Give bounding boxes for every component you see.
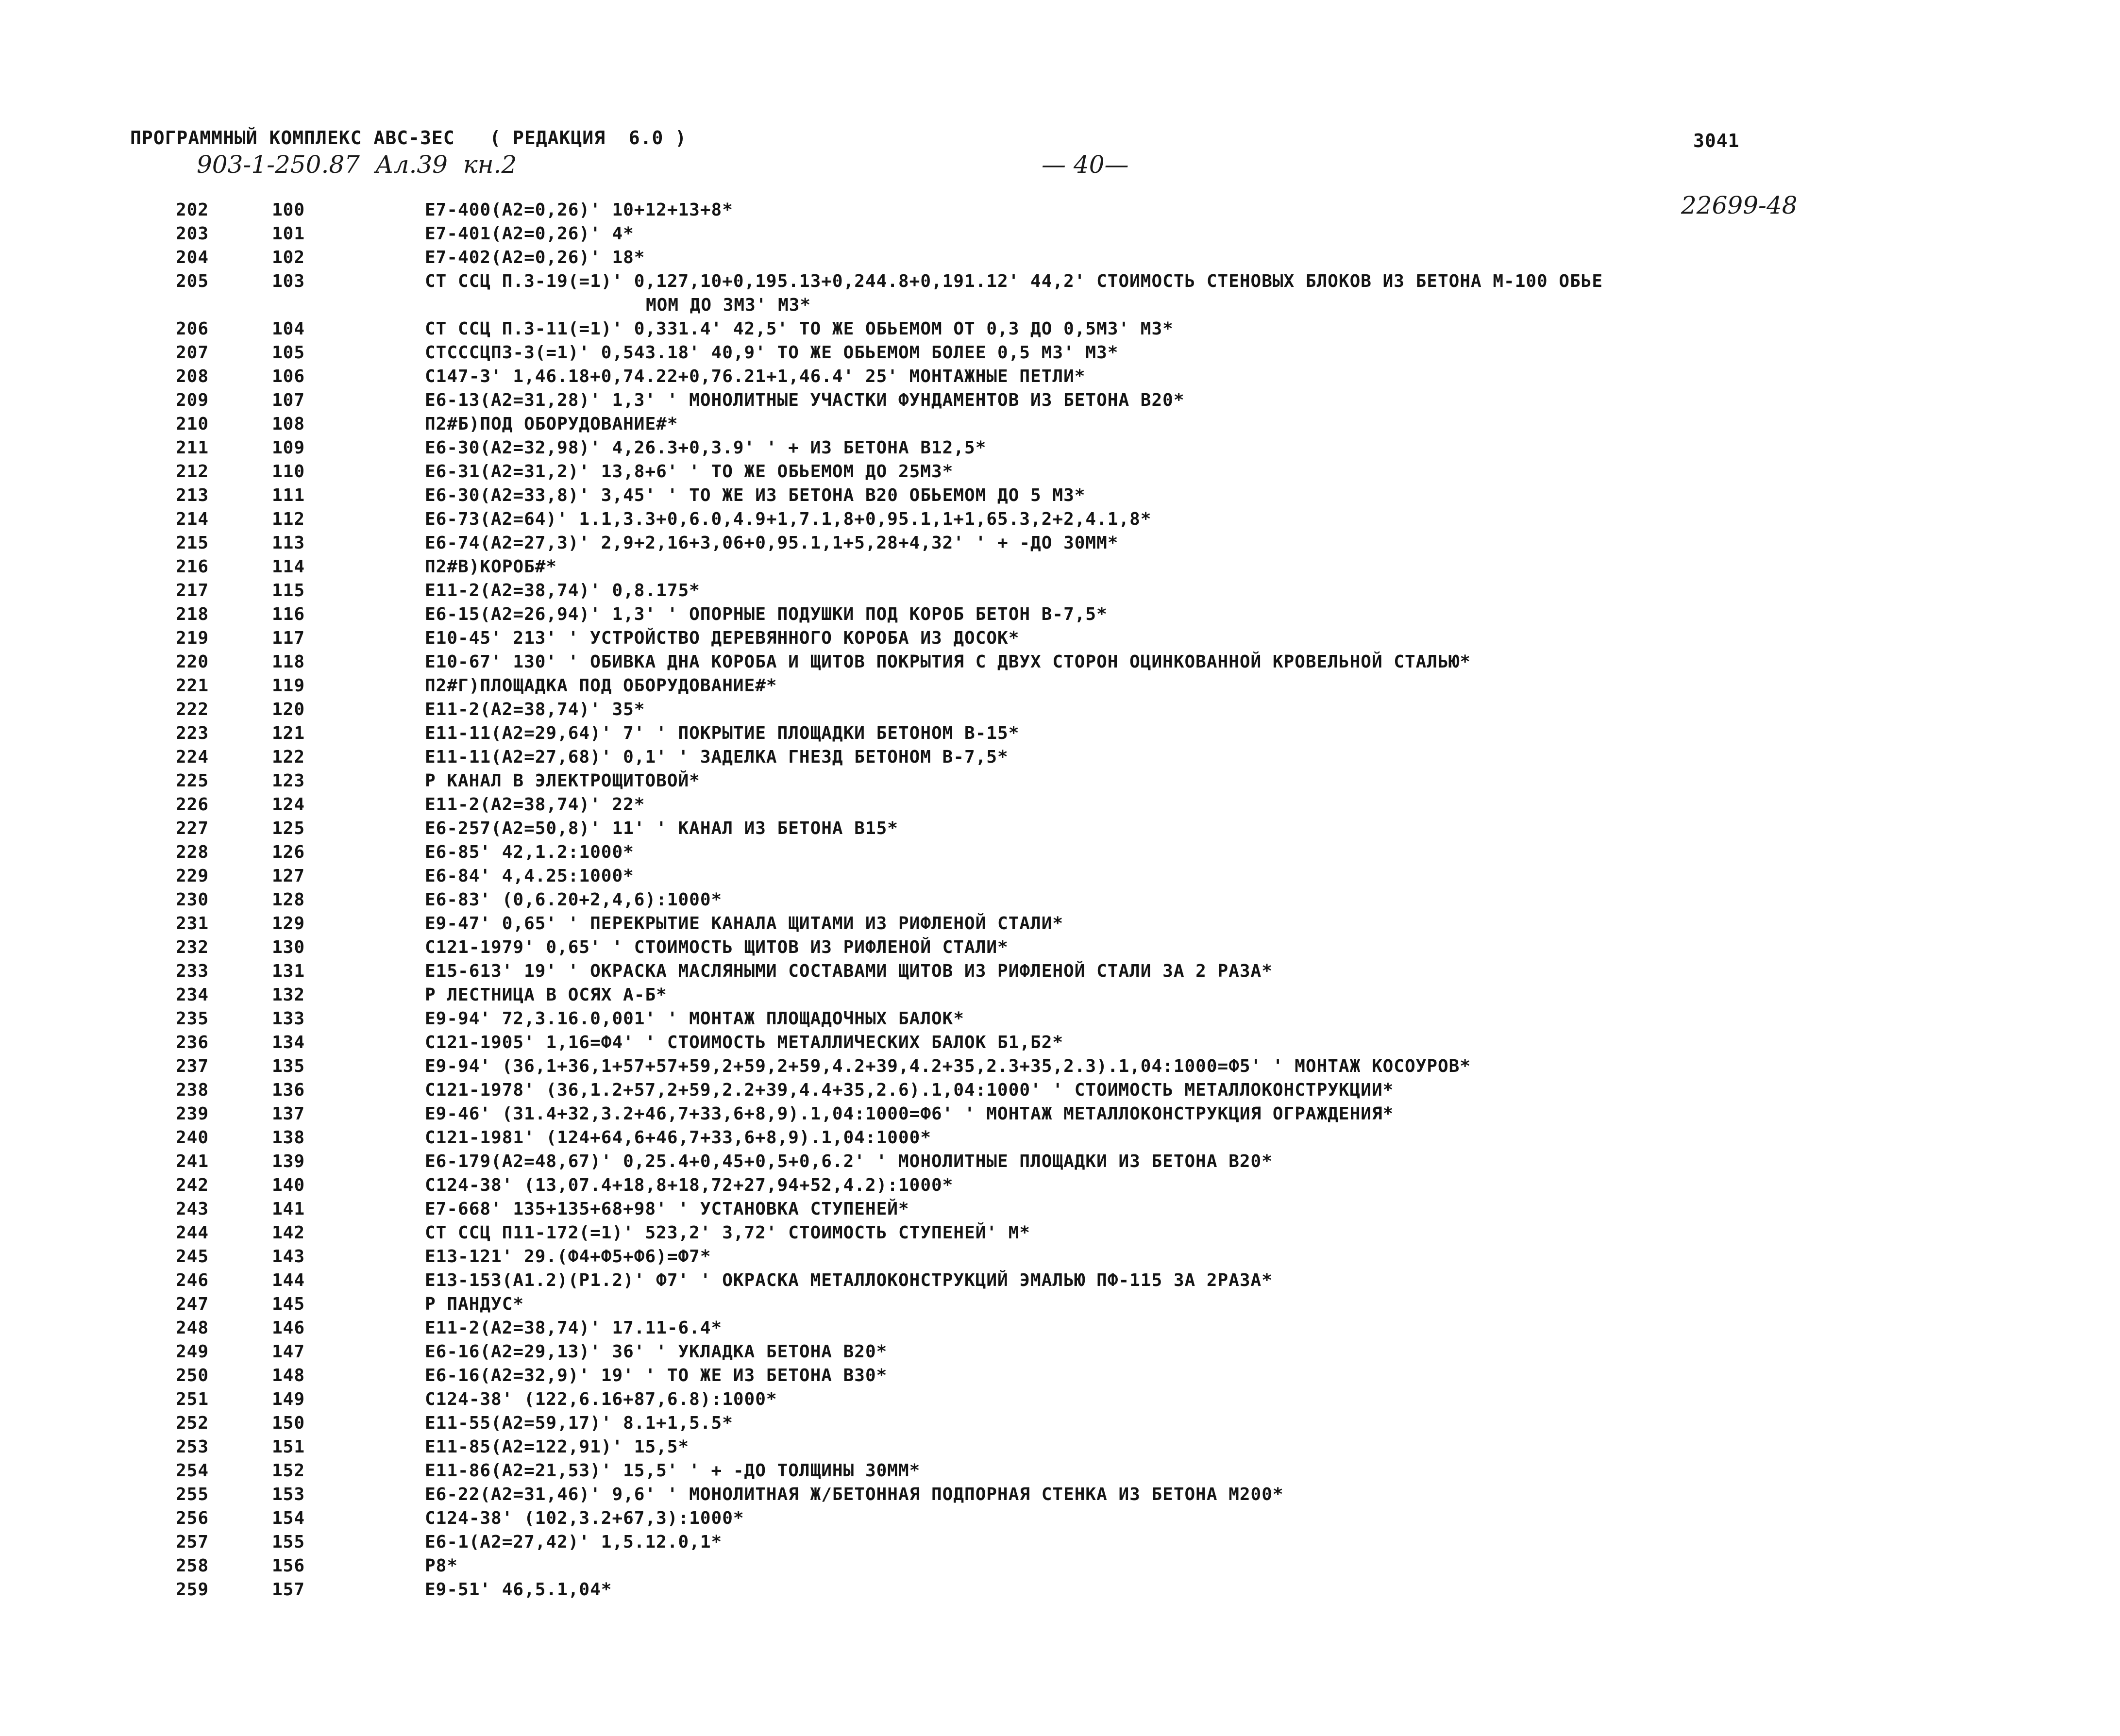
- record-text: Е6-74(А2=27,3)' 2,9+2,16+3,06+0,95.1,1+5,28+4,32' ' + -ДО 30ММ*: [425, 533, 1119, 553]
- record-text: Е6-31(А2=31,2)' 13,8+6' ' ТО ЖЕ ОБЬЕМОМ ДО 25М3*: [425, 462, 954, 482]
- line-number: 226: [176, 795, 209, 815]
- line-number: 249: [176, 1342, 209, 1362]
- record-number: 157: [272, 1580, 305, 1600]
- record-text: Е6-16(А2=32,9)' 19' ' ТО ЖЕ ИЗ БЕТОНА В30*: [425, 1366, 888, 1385]
- record-number: 132: [272, 985, 305, 1005]
- record-number: 128: [272, 890, 305, 910]
- record-text: Е11-11(А2=29,64)' 7' ' ПОКРЫТИЕ ПЛОЩАДКИ БЕТОНОМ В-15*: [425, 723, 1020, 743]
- record-number: 141: [272, 1199, 305, 1219]
- line-number: 253: [176, 1437, 209, 1457]
- record-text: Е7-668' 135+135+68+98' ' УСТАНОВКА СТУПЕНЕЙ*: [425, 1199, 909, 1219]
- line-number: 202: [176, 200, 209, 220]
- record-number: 146: [272, 1318, 305, 1338]
- record-number: 135: [272, 1056, 305, 1076]
- handwritten-reference: 903-1-250.87 Ал.39 кн.2: [197, 150, 517, 179]
- line-number: 208: [176, 367, 209, 386]
- line-number: 228: [176, 842, 209, 862]
- line-number: 252: [176, 1413, 209, 1433]
- record-number: 140: [272, 1175, 305, 1195]
- record-number: 126: [272, 842, 305, 862]
- line-number: 211: [176, 438, 209, 458]
- record-text: С147-3' 1,46.18+0,74.22+0,76.21+1,46.4' 25' МОНТАЖНЫЕ ПЕТЛИ*: [425, 367, 1086, 386]
- page-code: 3041: [1693, 130, 1740, 151]
- record-number: 147: [272, 1342, 305, 1362]
- record-number: 139: [272, 1152, 305, 1171]
- record-text: С121-1979' 0,65' ' СТОИМОСТЬ ЩИТОВ ИЗ РИФЛЕНОЙ СТАЛИ*: [425, 937, 1009, 957]
- record-number: 124: [272, 795, 305, 815]
- record-text: Е6-16(А2=29,13)' 36' ' УКЛАДКА БЕТОНА В20*: [425, 1342, 888, 1362]
- record-number: 153: [272, 1485, 305, 1504]
- record-number: 145: [272, 1294, 305, 1314]
- record-text: Р ПАНДУС*: [425, 1294, 524, 1314]
- line-number: 235: [176, 1009, 209, 1029]
- record-text: Е11-2(А2=38,74)' 0,8.175*: [425, 581, 700, 601]
- record-text: Р8*: [425, 1556, 458, 1576]
- record-number: 105: [272, 343, 305, 363]
- record-text: С124-38' (122,6.16+87,6.8):1000*: [425, 1389, 777, 1409]
- line-number: 218: [176, 604, 209, 624]
- record-number: 136: [272, 1080, 305, 1100]
- record-number: 131: [272, 961, 305, 981]
- record-number: 155: [272, 1532, 305, 1552]
- record-number: 150: [272, 1413, 305, 1433]
- record-text: Е6-84' 4,4.25:1000*: [425, 866, 634, 886]
- line-number: 237: [176, 1056, 209, 1076]
- record-text: Е6-15(А2=26,94)' 1,3' ' ОПОРНЫЕ ПОДУШКИ ПОД КОРОБ БЕТОН В-7,5*: [425, 604, 1108, 624]
- record-text: Е11-2(А2=38,74)' 17.11-6.4*: [425, 1318, 723, 1338]
- line-number: 221: [176, 676, 209, 696]
- line-number: 243: [176, 1199, 209, 1219]
- line-number: 207: [176, 343, 209, 363]
- record-text: Е13-153(А1.2)(Р1.2)' Ф7' ' ОКРАСКА МЕТАЛЛОКОНСТРУКЦИЙ ЭМАЛЬЮ ПФ-115 ЗА 2РАЗА*: [425, 1270, 1273, 1290]
- line-number: 212: [176, 462, 209, 482]
- line-number: 206: [176, 319, 209, 339]
- document-number: 22699-48: [1681, 191, 1798, 219]
- page-number: — 40—: [1042, 150, 1129, 179]
- line-number: 246: [176, 1270, 209, 1290]
- record-number: 134: [272, 1033, 305, 1052]
- record-text: Е6-22(А2=31,46)' 9,6' ' МОНОЛИТНАЯ Ж/БЕТОННАЯ ПОДПОРНАЯ СТЕНКА ИЗ БЕТОНА М200*: [425, 1485, 1284, 1504]
- record-text: СТ ССЦ П11-172(=1)' 523,2' 3,72' СТОИМОСТЬ СТУПЕНЕЙ' М*: [425, 1223, 1031, 1243]
- line-number: 232: [176, 937, 209, 957]
- record-number: 122: [272, 747, 305, 767]
- record-number: 149: [272, 1389, 305, 1409]
- line-number: 254: [176, 1461, 209, 1481]
- line-number: 244: [176, 1223, 209, 1243]
- line-number: 255: [176, 1485, 209, 1504]
- line-number: 227: [176, 818, 209, 838]
- line-number: 234: [176, 985, 209, 1005]
- record-number: 104: [272, 319, 305, 339]
- record-text: С124-38' (13,07.4+18,8+18,72+27,94+52,4.2):1000*: [425, 1175, 954, 1195]
- record-number: 152: [272, 1461, 305, 1481]
- record-number: 107: [272, 390, 305, 410]
- record-text: Е11-85(А2=122,91)' 15,5*: [425, 1437, 690, 1457]
- record-text: Е9-47' 0,65' ' ПЕРЕКРЫТИЕ КАНАЛА ЩИТАМИ ИЗ РИФЛЕНОЙ СТАЛИ*: [425, 914, 1064, 934]
- record-text: Е6-73(А2=64)' 1.1,3.3+0,6.0,4.9+1,7.1,8+0,95.1,1+1,65.3,2+2,4.1,8*: [425, 509, 1152, 529]
- line-number: 239: [176, 1104, 209, 1124]
- line-number: 229: [176, 866, 209, 886]
- record-number: 148: [272, 1366, 305, 1385]
- record-text: Е6-179(А2=48,67)' 0,25.4+0,45+0,5+0,6.2' ' МОНОЛИТНЫЕ ПЛОЩАДКИ ИЗ БЕТОНА В20*: [425, 1152, 1273, 1171]
- record-number: 125: [272, 818, 305, 838]
- record-number: 109: [272, 438, 305, 458]
- line-number: 224: [176, 747, 209, 767]
- line-number: 256: [176, 1508, 209, 1528]
- record-number: 133: [272, 1009, 305, 1029]
- record-text: СТ ССЦ П.3-19(=1)' 0,127,10+0,195.13+0,244.8+0,191.12' 44,2' СТОИМОСТЬ СТЕНОВЫХ БЛОКОВ ИЗ БЕТОНА М-100 ОБЬЕ: [425, 271, 1603, 291]
- record-number: 115: [272, 581, 305, 601]
- record-text: С121-1978' (36,1.2+57,2+59,2.2+39,4.4+35,2.6).1,04:1000' ' СТОИМОСТЬ МЕТАЛЛОКОНСТРУКЦИИ*: [425, 1080, 1394, 1100]
- record-text: МОМ ДО 3М3' М3*: [646, 295, 811, 315]
- record-number: 120: [272, 700, 305, 719]
- line-number: 240: [176, 1128, 209, 1148]
- record-text: Р КАНАЛ В ЭЛЕКТРОЩИТОВОЙ*: [425, 771, 700, 791]
- record-number: 114: [272, 557, 305, 577]
- record-text: П2#Б)ПОД ОБОРУДОВАНИЕ#*: [425, 414, 678, 434]
- record-number: 129: [272, 914, 305, 934]
- record-text: Е7-402(А2=0,26)' 18*: [425, 248, 645, 267]
- record-text: Е11-2(А2=38,74)' 35*: [425, 700, 645, 719]
- record-text: Е9-51' 46,5.1,04*: [425, 1580, 612, 1600]
- record-number: 143: [272, 1247, 305, 1267]
- line-number: 217: [176, 581, 209, 601]
- line-number: 205: [176, 271, 209, 291]
- record-text: Е7-400(А2=0,26)' 10+12+13+8*: [425, 200, 733, 220]
- record-text: Е9-94' (36,1+36,1+57+57+59,2+59,2+59,4.2+39,4.2+35,2.3+35,2.3).1,04:1000=Ф5' ' МОНТАЖ КОСОУРОВ*: [425, 1056, 1471, 1076]
- record-number: 101: [272, 224, 305, 244]
- record-text: Е6-1(А2=27,42)' 1,5.12.0,1*: [425, 1532, 723, 1552]
- record-text: Е6-257(А2=50,8)' 11' ' КАНАЛ ИЗ БЕТОНА В15*: [425, 818, 898, 838]
- line-number: 241: [176, 1152, 209, 1171]
- record-number: 119: [272, 676, 305, 696]
- record-number: 154: [272, 1508, 305, 1528]
- record-text: С124-38' (102,3.2+67,3):1000*: [425, 1508, 744, 1528]
- record-text: Е6-13(А2=31,28)' 1,3' ' МОНОЛИТНЫЕ УЧАСТКИ ФУНДАМЕНТОВ ИЗ БЕТОНА В20*: [425, 390, 1185, 410]
- line-number: 204: [176, 248, 209, 267]
- record-text: Е13-121' 29.(Ф4+Ф5+Ф6)=Ф7*: [425, 1247, 711, 1267]
- line-number: 245: [176, 1247, 209, 1267]
- line-number: 236: [176, 1033, 209, 1052]
- record-number: 144: [272, 1270, 305, 1290]
- record-text: Е9-46' (31.4+32,3.2+46,7+33,6+8,9).1,04:1000=Ф6' ' МОНТАЖ МЕТАЛЛОКОНСТРУКЦИЯ ОГРАЖДЕНИЯ*: [425, 1104, 1394, 1124]
- line-number: 203: [176, 224, 209, 244]
- record-number: 123: [272, 771, 305, 791]
- line-number: 213: [176, 485, 209, 505]
- line-number: 223: [176, 723, 209, 743]
- line-number: 215: [176, 533, 209, 553]
- record-text: СТСССЦП3-3(=1)' 0,543.18' 40,9' ТО ЖЕ ОБЬЕМОМ БОЛЕЕ 0,5 М3' М3*: [425, 343, 1119, 363]
- record-number: 130: [272, 937, 305, 957]
- record-number: 116: [272, 604, 305, 624]
- record-text: Е9-94' 72,3.16.0,001' ' МОНТАЖ ПЛОЩАДОЧНЫХ БАЛОК*: [425, 1009, 965, 1029]
- line-number: 259: [176, 1580, 209, 1600]
- line-number: 210: [176, 414, 209, 434]
- record-number: 113: [272, 533, 305, 553]
- line-number: 219: [176, 628, 209, 648]
- record-text: Е11-2(А2=38,74)' 22*: [425, 795, 645, 815]
- record-number: 100: [272, 200, 305, 220]
- record-text: С121-1981' (124+64,6+46,7+33,6+8,9).1,04:1000*: [425, 1128, 931, 1148]
- line-number: 222: [176, 700, 209, 719]
- record-text: Е11-55(А2=59,17)' 8.1+1,5.5*: [425, 1413, 733, 1433]
- record-text: Е6-83' (0,6.20+2,4,6):1000*: [425, 890, 723, 910]
- record-number: 108: [272, 414, 305, 434]
- line-number: 209: [176, 390, 209, 410]
- record-text: Е6-30(А2=32,98)' 4,26.3+0,3.9' ' + ИЗ БЕТОНА В12,5*: [425, 438, 987, 458]
- line-number: 250: [176, 1366, 209, 1385]
- line-number: 231: [176, 914, 209, 934]
- line-number: 220: [176, 652, 209, 672]
- record-text: Е6-30(А2=33,8)' 3,45' ' ТО ЖЕ ИЗ БЕТОНА В20 ОБЬЕМОМ ДО 5 М3*: [425, 485, 1086, 505]
- record-number: 112: [272, 509, 305, 529]
- record-text: СТ ССЦ П.3-11(=1)' 0,331.4' 42,5' ТО ЖЕ ОБЬЕМОМ ОТ 0,3 ДО 0,5М3' М3*: [425, 319, 1174, 339]
- record-number: 103: [272, 271, 305, 291]
- line-number: 225: [176, 771, 209, 791]
- line-number: 248: [176, 1318, 209, 1338]
- record-text: П2#Г)ПЛОЩАДКА ПОД ОБОРУДОВАНИЕ#*: [425, 676, 777, 696]
- line-number: 247: [176, 1294, 209, 1314]
- line-number: 214: [176, 509, 209, 529]
- record-number: 121: [272, 723, 305, 743]
- record-text: Е11-11(А2=27,68)' 0,1' ' ЗАДЕЛКА ГНЕЗД БЕТОНОМ В-7,5*: [425, 747, 1009, 767]
- record-number: 138: [272, 1128, 305, 1148]
- record-number: 156: [272, 1556, 305, 1576]
- record-text: Р ЛЕСТНИЦА В ОСЯХ А-Б*: [425, 985, 667, 1005]
- record-text: Е7-401(А2=0,26)' 4*: [425, 224, 634, 244]
- line-number: 242: [176, 1175, 209, 1195]
- record-text: Е10-67' 130' ' ОБИВКА ДНА КОРОБА И ЩИТОВ ПОКРЫТИЯ С ДВУХ СТОРОН ОЦИНКОВАННОЙ КРОВЕЛЬНОЙ СТАЛЬЮ*: [425, 652, 1471, 672]
- record-text: Е6-85' 42,1.2:1000*: [425, 842, 634, 862]
- record-number: 117: [272, 628, 305, 648]
- record-text: Е15-613' 19' ' ОКРАСКА МАСЛЯНЫМИ СОСТАВАМИ ЩИТОВ ИЗ РИФЛЕНОЙ СТАЛИ ЗА 2 РАЗА*: [425, 961, 1273, 981]
- record-text: С121-1905' 1,16=Ф4' ' СТОИМОСТЬ МЕТАЛЛИЧЕСКИХ БАЛОК Б1,Б2*: [425, 1033, 1064, 1052]
- record-number: 127: [272, 866, 305, 886]
- record-number: 111: [272, 485, 305, 505]
- line-number: 258: [176, 1556, 209, 1576]
- line-number: 238: [176, 1080, 209, 1100]
- line-number: 233: [176, 961, 209, 981]
- record-text: Е11-86(А2=21,53)' 15,5' ' + -ДО ТОЛЩИНЫ 30ММ*: [425, 1461, 921, 1481]
- record-number: 151: [272, 1437, 305, 1457]
- line-number: 257: [176, 1532, 209, 1552]
- line-number: 230: [176, 890, 209, 910]
- record-number: 102: [272, 248, 305, 267]
- line-number: 251: [176, 1389, 209, 1409]
- line-number: 216: [176, 557, 209, 577]
- program-header: ПРОГРАММНЫЙ КОМПЛЕКС АВС-ЗЕС ( РЕДАКЦИЯ 6.0 ): [130, 127, 687, 149]
- record-number: 110: [272, 462, 305, 482]
- record-number: 142: [272, 1223, 305, 1243]
- record-number: 118: [272, 652, 305, 672]
- record-number: 106: [272, 367, 305, 386]
- record-text: Е10-45' 213' ' УСТРОЙСТВО ДЕРЕВЯННОГО КОРОБА ИЗ ДОСОК*: [425, 628, 1020, 648]
- record-number: 137: [272, 1104, 305, 1124]
- record-text: П2#В)КОРОБ#*: [425, 557, 557, 577]
